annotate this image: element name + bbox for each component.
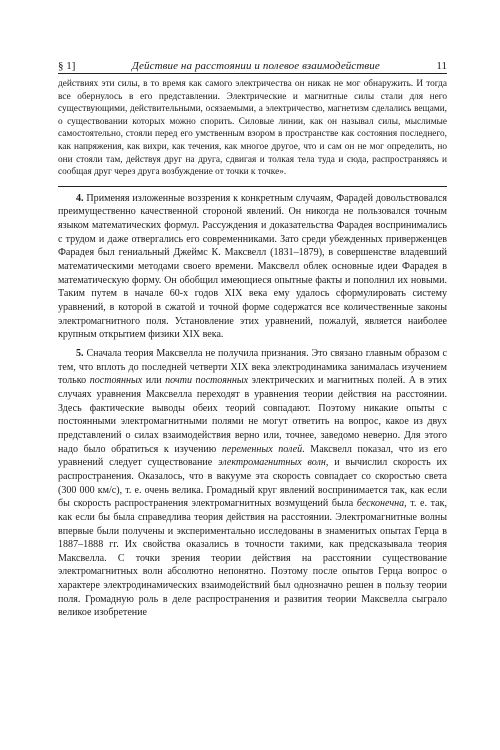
emphasis-variable-fields: переменных полей — [221, 443, 303, 455]
header-rule — [58, 73, 447, 74]
emphasis-infinite: бесконечна — [356, 498, 405, 510]
paragraph-number: 5. — [76, 347, 84, 359]
quote-separator-rule — [58, 186, 447, 187]
quotation-block: действиях эти силы, в то время как самого электричества он никак не мог обнаружить. И тогда все обернулось в его представлении. Электрические и магнитные силы стали для него существующими, действительными, осязаемыми, а электричество, магнетизм сделались вещами, о существовании которых можно спорить. Силовые линии, как он называл силы, мыслимые самостоятельно, стояли перед его умственным взором в пространстве как состояния последнего, как напряжения, как вихри, как течения, как многое другое, что и сам он не мог определить, но они стояли там, действуя друг на друга, сдвигая и толкая тела туда и сюда, распространяясь и сообщая друг через друга возбуждение от точки к точке». — [58, 79, 447, 178]
paragraph-4 — [58, 192, 447, 342]
paragraph-text-segment: электрических и магнитных полей. А в этих случаях уравнения Максвелла переходят в уравнения теории действия на расстоянии. Здесь фактические выводы обеих теорий совпадают. Поэтому никакие опыты с постоянными электромагнитными полями не могут ответить на вопрос, какое из двух представлений о силах взаимодействия верно или, точнее, заведомо неверно. Для этого надо было обратиться к изучению — [58, 375, 447, 455]
page-number: 11 — [436, 60, 447, 72]
paragraph-text-segment: . Максвелл показал, что из его уравнений следует существование — [58, 443, 447, 469]
paragraph-number: 4. — [76, 192, 84, 204]
running-head — [58, 54, 447, 72]
section-marker: § 1] — [58, 60, 76, 72]
running-title: Действие на расстоянии и полевое взаимодействие — [131, 60, 380, 72]
paragraph-text-segment: Сначала теория Максвелла не получила признания. Это связано главным образом с тем, что вплоть до последней четверти XIX века электродинамика занималась изучением только — [58, 347, 447, 387]
paragraph-text-segment: , и вычислил скорость их распространения. Оказалось, что в вакууме эта скорость совпадает со скоростью света (300 000 км/с), т. е. очень велика. Громадный круг явлений воспринимается так, как если бы скорость распространения электромагнитных возмущений была — [58, 457, 447, 510]
emphasis-em-waves: электромагнитных волн — [218, 457, 326, 469]
paragraph-5 — [58, 347, 447, 620]
paragraph-text: Применяя изложенные воззрения к конкретным случаям, Фарадей довольствовался преимущественно качественной стороной явлений. Он никогда не пользовался точным языком математических формул. Рассуждения и доказательства Фарадея воспринимались с трудом и даже отвергались его современниками. Зато среди убежденных приверженцев Фарадея был гениальный Джеймс К. Максвелл (1831–1879), в совершенстве владевший математическими методами своего времени. Максвелл облек основные идеи Фарадея в математическую форму. Он обобщил имеющиеся опытные факты и пополнил их новыми. Таким путем в начале 60-х годов XIX века ему удалось сформулировать систему уравнений, в которой в сжатой и точной форме содержатся все количественные законы электромагнитного поля. Установление этих уравнений, пожалуй, является наиболее крупным открытием физики XIX века. — [58, 192, 447, 341]
emphasis-constant-fields: постоянных — [89, 375, 143, 387]
page-body — [58, 78, 447, 620]
emphasis-almost-constant: почти постоянных — [165, 375, 249, 387]
paragraph-text-segment: , т. е. так, как если бы была справедлива теория действия на расстоянии. Электромагнитные волны впервые были получены и экспериментально исследованы в знаменитых опытах Герца в 1887–1888 гг. Их свойства оказались в точности такими, как предсказывала теория Максвелла. С точки зрения теории действия на расстоянии существование электромагнитных волн абсолютно непонятно. Поэтому после опытов Герца вопрос о характере электродинамических взаимодействий был однозначно решен в пользу теории поля. Громадную роль в деле распространения и развития теории Максвелла сыграло великое изобретение — [58, 498, 448, 619]
paragraph-text-segment: или — [142, 375, 166, 387]
